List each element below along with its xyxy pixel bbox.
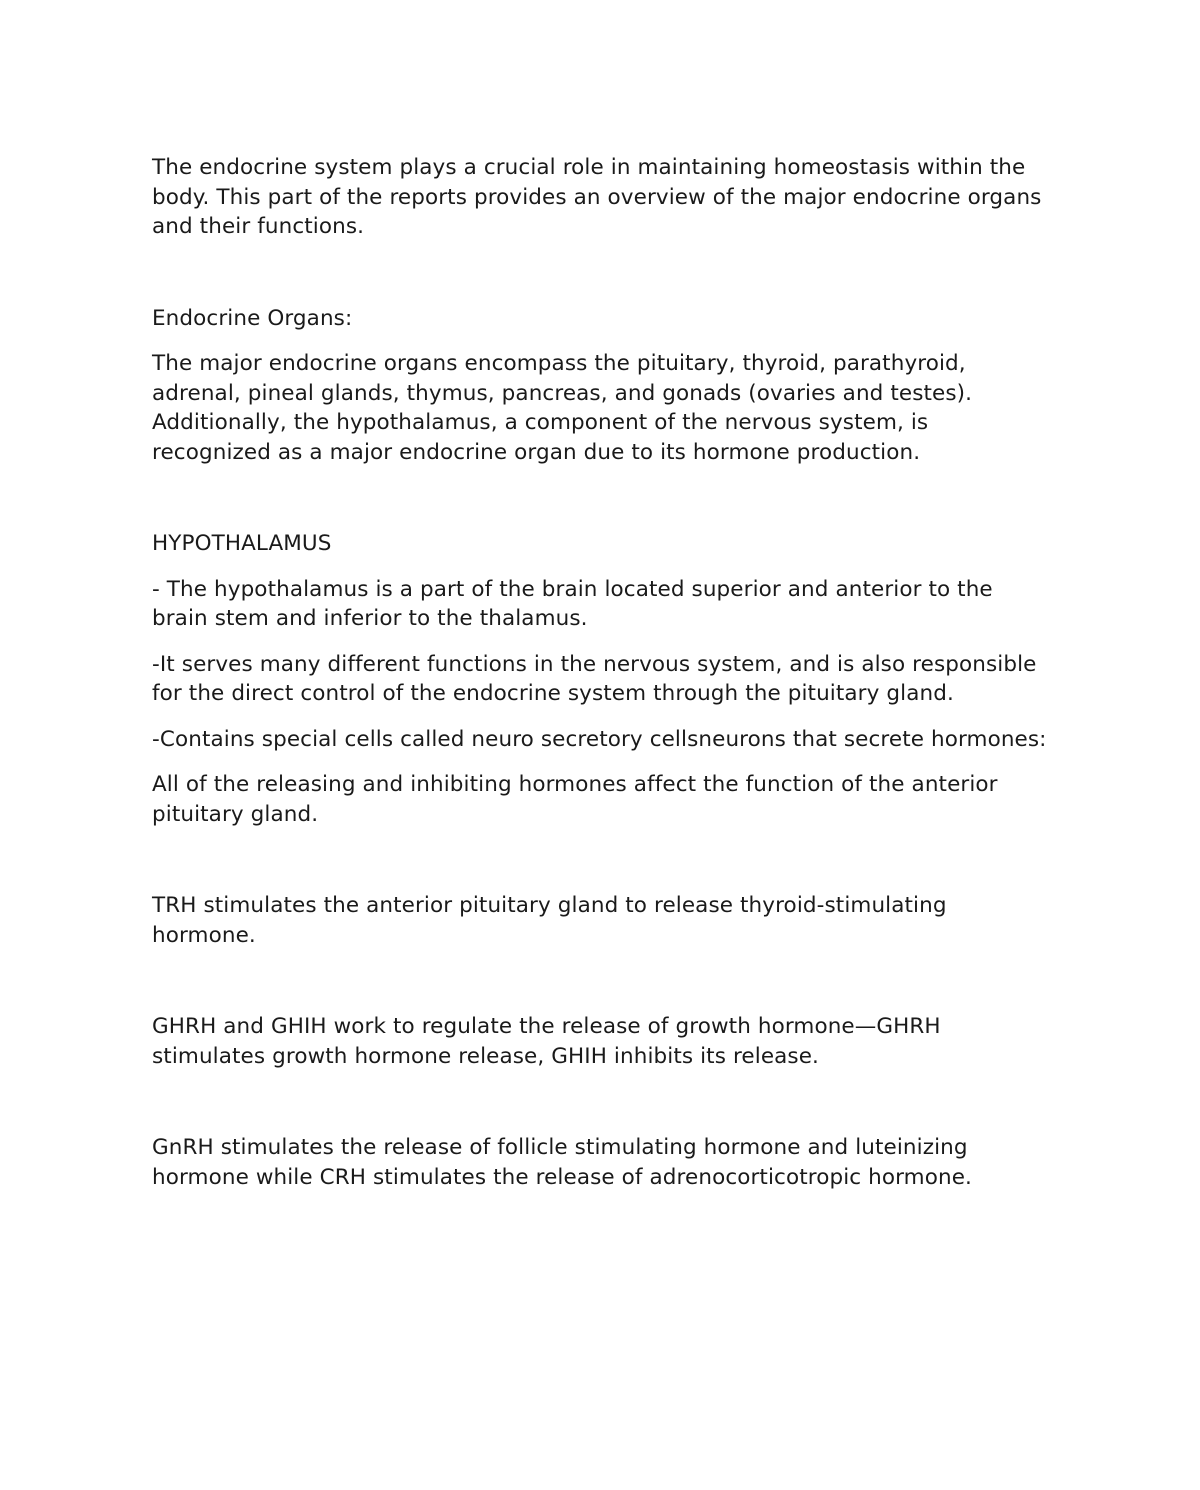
ghrh-paragraph: GHRH and GHIH work to regulate the release of growth hormone—GHRH stimulates growth hormone release, GHIH inhibits its release. — [152, 1014, 941, 1069]
hypothalamus-point-functions: -It serves many different functions in the nervous system, and is also responsible for the direct control of the endocrine system through the pituitary gland. — [152, 651, 1037, 706]
trh-paragraph: TRH stimulates the anterior pituitary gland to release thyroid-stimulating hormone. — [152, 893, 947, 948]
gnrh-paragraph: GnRH stimulates the release of follicle stimulating hormone and luteinizing hormone while CRH stimulates the release of adrenocorticotropic hormone. — [152, 1135, 972, 1190]
document-body — [152, 153, 1052, 1192]
organs-heading: Endocrine Organs: — [152, 305, 353, 331]
releasing-hormones-paragraph: All of the releasing and inhibiting hormones affect the function of the anterior pituitary gland. — [152, 772, 998, 827]
intro-paragraph: The endocrine system plays a crucial role in maintaining homeostasis within the body. This part of the reports provides an overview of the major endocrine organs and their functions. — [152, 155, 1042, 239]
hypothalamus-point-cells: -Contains special cells called neuro secretory cellsneurons that secrete hormones: — [152, 726, 1047, 752]
hypothalamus-point-location: - The hypothalamus is a part of the brain located superior and anterior to the brain stem and inferior to the thalamus. — [152, 576, 993, 631]
organs-paragraph: The major endocrine organs encompass the pituitary, thyroid, parathyroid, adrenal, pineal glands, thymus, pancreas, and gonads (ovaries and testes). Additionally, the hypothalamus, a component of the nervous system, is recognized as a major endocrine organ due to its hormone production. — [152, 351, 973, 465]
hypothalamus-heading: HYPOTHALAMUS — [152, 531, 332, 556]
